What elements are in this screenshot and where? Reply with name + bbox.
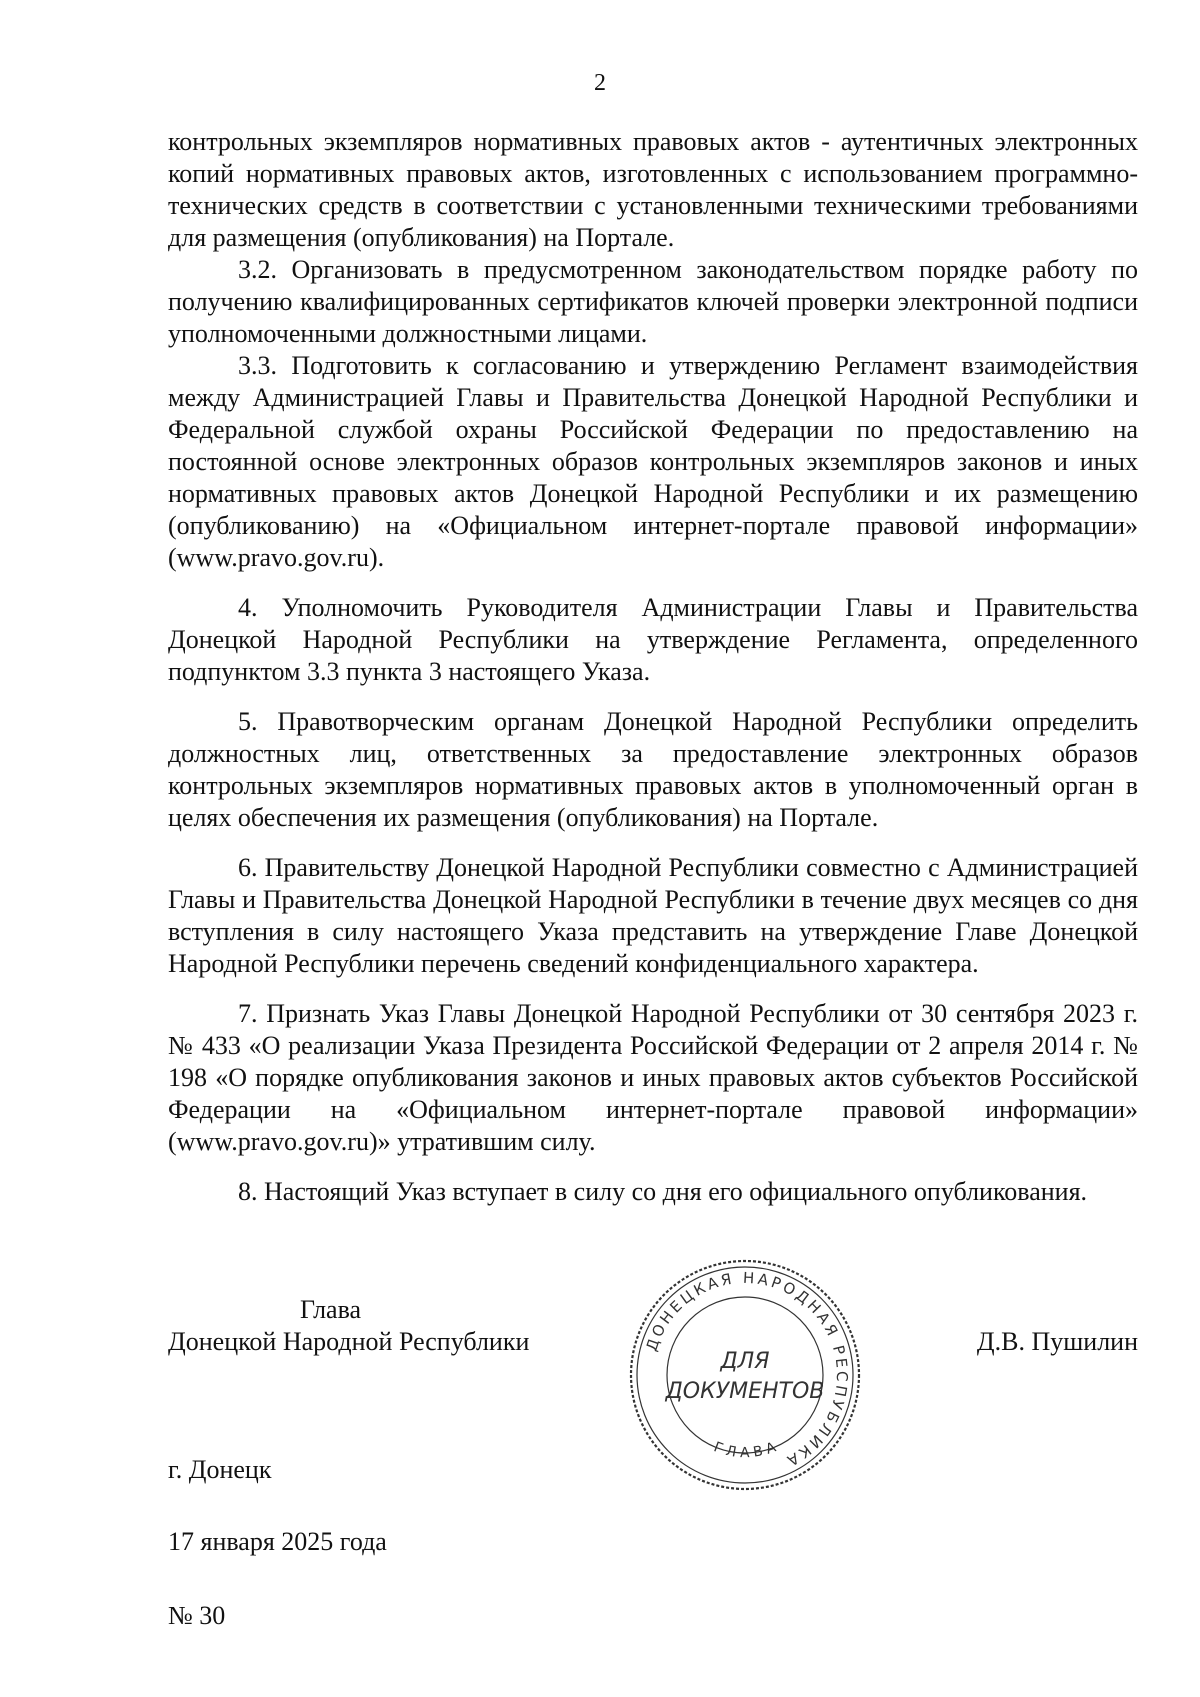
paragraph-5: 5. Правотворческим органам Донецкой Народной Республики определить должностных лиц, ответственных за предоставление электронных образов контрольных экземпляров нормативных правовых актов в уполномоченный орган в целях обеспечения их размещения (опубликования) на Портале. [168, 707, 1138, 832]
issue-date: 17 января 2025 года [168, 1527, 387, 1556]
seal-center-line2: ДОКУМЕНТОВ [665, 1379, 825, 1404]
paragraph-8: 8. Настоящий Указ вступает в силу со дня его официального опубликования. [238, 1177, 1088, 1206]
signatory-office: Донецкой Народной Республики [168, 1327, 530, 1356]
paragraph-4: 4. Уполномочить Руководителя Администрации Главы и Правительства Донецкой Народной Республики на утверждение Регламента, определенного подпунктом 3.3 пункта 3 настоящего Указа. [168, 593, 1138, 686]
seal-outer-text: ДОНЕЦКАЯ НАРОДНАЯ РЕСПУБЛИКА [642, 1268, 852, 1472]
official-seal-icon [625, 1255, 865, 1495]
document-body [168, 126, 1138, 1208]
signatory-title: Глава [300, 1295, 362, 1324]
paragraph-continuation: контрольных экземпляров нормативных правовых актов - аутентичных электронных копий нормативных правовых актов, изготовленных с использованием программно-технических средств в соответствии с установленными техническими требованиями для размещения (опубликования) на Портале. [168, 127, 1138, 252]
paragraph-7: 7. Признать Указ Главы Донецкой Народной Республики от 30 сентября 2023 г. № 433 «О реализации Указа Президента Российской Федерации от 2 апреля 2014 г. № 198 «О порядке опубликования законов и иных правовых актов субъектов Российской Федерации на «Официальном интернет-портале правовой информации» (www.pravo.gov.ru)» утратившим силу. [168, 999, 1138, 1156]
paragraph-6: 6. Правительству Донецкой Народной Республики совместно с Администрацией Главы и Правительства Донецкой Народной Республики в течение двух месяцев со дня вступления в силу настоящего Указа представить на утверждение Главе Донецкой Народной Республики перечень сведений конфиденциального характера. [168, 853, 1138, 978]
issue-city: г. Донецк [168, 1455, 272, 1484]
decree-number: № 30 [168, 1601, 226, 1630]
seal-bottom-text: Г Л А В А [711, 1439, 779, 1462]
paragraph-3-2: 3.2. Организовать в предусмотренном законодательством порядке работу по получению квалифицированных сертификатов ключей проверки электронной подписи уполномоченными должностными лицами. [168, 255, 1138, 348]
page-number: 2 [594, 70, 606, 96]
seal-center-line1: ДЛЯ [720, 1349, 770, 1374]
paragraph-3-3: 3.3. Подготовить к согласованию и утверждению Регламент взаимодействия между Администрацией Главы и Правительства Донецкой Народной Республики и Федеральной службой охраны Российской Федерации по предоставлению на постоянной основе электронных образов контрольных экземпляров законов и иных нормативных правовых актов Донецкой Народной Республики и их размещению (опубликованию) на «Официальном интернет-портале правовой информации» (www.pravo.gov.ru). [168, 351, 1138, 572]
signatory-name: Д.В. Пушилин [976, 1327, 1138, 1356]
